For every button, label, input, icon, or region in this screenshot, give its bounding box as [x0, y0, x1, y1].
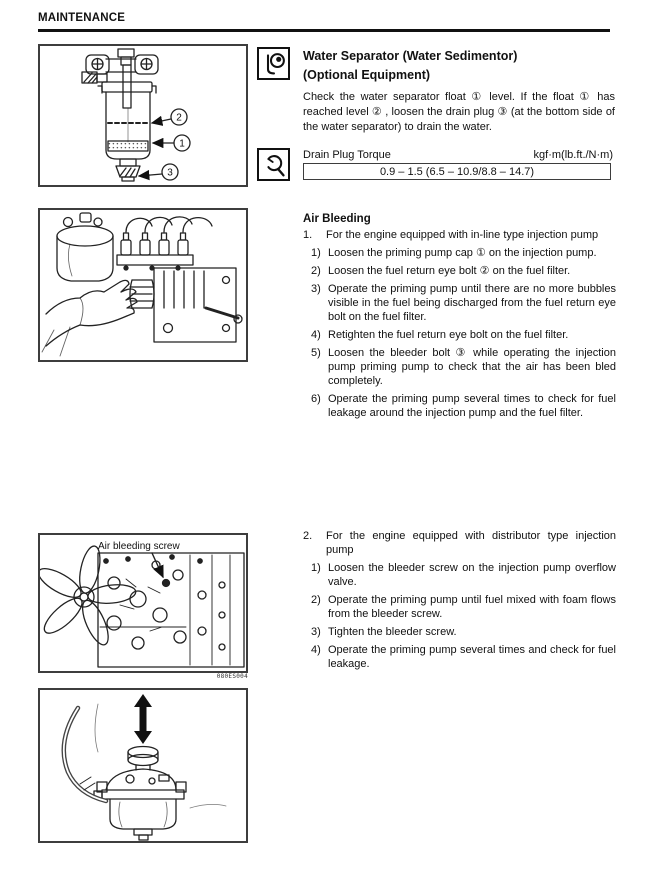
step-text: Retighten the fuel return eye bolt on the fuel filter.	[328, 329, 569, 341]
header-rule	[38, 29, 610, 32]
torque-label: Drain Plug Torque	[303, 149, 391, 161]
step-number: 2)	[311, 265, 321, 277]
torque-value-box: 0.9 – 1.5 (6.5 – 10.9/8.8 – 14.7)	[303, 163, 611, 180]
step-number: 3)	[311, 626, 321, 638]
callout-drain-plug: 3	[167, 167, 173, 179]
step-1-2	[303, 264, 616, 278]
step-text: Operate the priming pump several times and check for fuel leakage.	[328, 644, 616, 670]
step-number: 4)	[311, 329, 321, 341]
step-text: Operate the priming pump until there are no more bubbles visible in the fuel being discharged from the fuel return eye bolt on the fuel filter.	[328, 283, 616, 323]
fuel-filter-illustration	[40, 690, 246, 841]
step-text: Loosen the priming pump cap ① on the injection pump.	[328, 247, 597, 259]
list-item-2	[303, 529, 616, 557]
item-text: For the engine equipped with distributor type injection pump	[326, 530, 616, 556]
inspect-icon	[257, 47, 290, 80]
figure-code: 080ES004	[216, 673, 248, 680]
air-bleeding-heading: Air Bleeding	[303, 213, 371, 225]
step-number: 2)	[311, 594, 321, 606]
air-bleeding-screw-label: Air bleeding screw	[98, 541, 180, 552]
step-1-5	[303, 346, 616, 388]
step-number: 4)	[311, 644, 321, 656]
step-1-3	[303, 282, 616, 324]
air-bleeding-section-2	[303, 528, 616, 671]
section-title-line1: Water Separator (Water Sedimentor)	[303, 49, 518, 63]
step-text: Loosen the bleeder screw on the injection pump overflow valve.	[328, 562, 616, 588]
step-text: Tighten the bleeder screw.	[328, 626, 457, 638]
step-1-1	[303, 246, 616, 260]
torque-spec-row	[303, 149, 613, 162]
step-number: 5)	[311, 347, 321, 359]
step-text: Operate the priming pump several times to check for fuel leakage around the injection pump and the fuel filter.	[328, 393, 616, 419]
inline-pump-illustration	[40, 210, 246, 360]
water-separator-illustration	[40, 46, 246, 185]
step-2-4	[303, 643, 616, 671]
page-title: MAINTENANCE	[38, 12, 126, 24]
callout-float: 1	[179, 138, 185, 150]
water-separator-body: Check the water separator float ① level. If the float ① has reached level ② , loosen the drain plug ③ (at the bottom side of the water separator) to drain the water.	[303, 91, 615, 133]
torque-wrench-icon	[257, 148, 290, 181]
engine-figure	[38, 533, 248, 673]
step-text: Loosen the bleeder bolt ③ while operating the injection pump priming pump to check that the air has been bled completely.	[328, 347, 616, 387]
step-2-2	[303, 593, 616, 621]
step-1-4	[303, 328, 616, 342]
fuel-filter-figure	[38, 688, 248, 843]
step-2-3	[303, 625, 616, 639]
section-title-line2: (Optional Equipment)	[303, 68, 431, 82]
step-1-6	[303, 392, 616, 420]
item-number: 1.	[303, 229, 313, 241]
water-separator-figure	[38, 44, 248, 187]
step-number: 1)	[311, 562, 321, 574]
torque-units: kgf·m(lb.ft./N·m)	[533, 149, 613, 161]
water-separator-section	[303, 47, 618, 85]
air-bleeding-section	[303, 212, 616, 420]
step-number: 3)	[311, 283, 321, 295]
step-2-1	[303, 561, 616, 589]
step-number: 6)	[311, 393, 321, 405]
item-number: 2.	[303, 530, 313, 542]
step-text: Loosen the fuel return eye bolt ② on the fuel filter.	[328, 265, 571, 277]
step-text: Operate the priming pump until fuel mixed with foam flows from the bleeder screw.	[328, 594, 616, 620]
inline-pump-figure	[38, 208, 248, 362]
step-number: 1)	[311, 247, 321, 259]
engine-illustration	[40, 535, 246, 671]
item-text: For the engine equipped with in-line type injection pump	[326, 229, 599, 241]
list-item-1	[303, 228, 616, 242]
callout-level: 2	[176, 112, 182, 124]
